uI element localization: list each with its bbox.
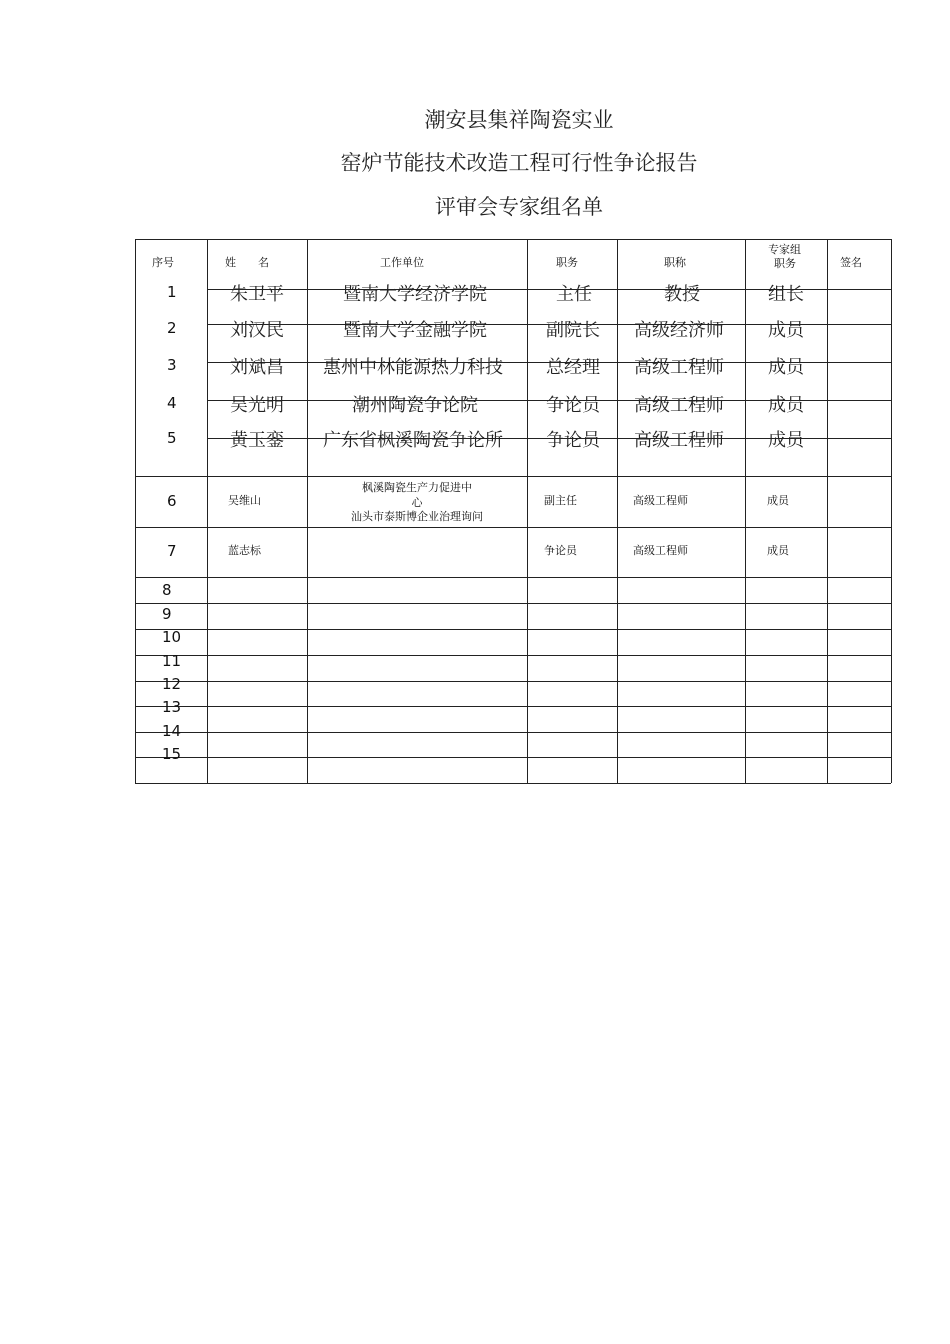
header-group-role-line1: 专家组 [768,243,801,256]
row-title: 高级工程师 [634,395,724,416]
header-unit: 工作单位 [380,256,424,269]
row-position: 副主任 [544,494,577,507]
header-group-role-line2: 职务 [774,257,796,270]
row-name: 吴光明 [230,395,284,416]
row-unit: 暨南大学金融学院 [343,320,487,341]
document-title-project: 窑炉节能技术改造工程可行性争论报告 [340,151,698,175]
row-role: 成员 [767,494,789,507]
document-title-list: 评审会专家组名单 [435,195,603,219]
row-position: 主任 [556,284,592,305]
row-title: 高级工程师 [634,357,724,378]
row-position: 争论员 [546,430,600,451]
row-title: 高级工程师 [633,494,688,507]
row-role: 组长 [768,284,804,305]
row-seq: 4 [167,394,177,412]
row-title: 教授 [664,284,700,305]
row-seq: 6 [167,492,177,510]
empty-row-number: 12 [162,675,182,693]
row-unit-line3: 汕头市泰斯博企业治理询问 [351,510,483,523]
row-name: 黄玉銮 [230,430,284,451]
header-name: 姓 名 [225,256,269,269]
row-role: 成员 [767,544,789,557]
row-role: 成员 [768,357,804,378]
header-seq: 序号 [152,256,174,269]
row-name: 刘汉民 [230,320,284,341]
header-position: 职务 [556,256,578,269]
row-title: 高级工程师 [633,544,688,557]
row-unit-line1: 枫溪陶瓷生产力促进中 [362,481,472,494]
row-seq: 3 [167,356,177,374]
row-role: 成员 [768,320,804,341]
row-role: 成员 [768,395,804,416]
row-unit: 惠州中林能源热力科技 [323,357,503,378]
row-role: 成员 [768,430,804,451]
row-unit: 广东省枫溪陶瓷争论所 [323,430,503,451]
empty-row-number: 8 [162,581,172,599]
row-title: 高级工程师 [634,430,724,451]
row-seq: 5 [167,429,177,447]
empty-row-number: 11 [162,652,182,670]
header-sign: 签名 [840,256,862,269]
document-title-company: 潮安县集祥陶瓷实业 [424,108,614,132]
row-unit: 潮州陶瓷争论院 [352,395,478,416]
row-seq: 1 [167,283,177,301]
empty-row-number: 15 [162,745,182,763]
row-position: 争论员 [546,395,600,416]
row-unit: 暨南大学经济学院 [343,284,487,305]
row-name: 吴维山 [228,494,261,507]
row-name: 蓝志标 [228,544,261,557]
row-name: 朱卫平 [230,284,284,305]
row-unit-line2: 心 [411,496,423,509]
empty-row-number: 13 [162,698,182,716]
row-seq: 2 [167,319,177,337]
row-name: 刘斌昌 [230,357,284,378]
row-position: 副院长 [546,320,600,341]
row-position: 总经理 [546,357,600,378]
empty-row-number: 14 [162,722,182,740]
empty-row-number: 10 [162,628,182,646]
empty-row-number: 9 [162,605,172,623]
row-title: 高级经济师 [634,320,724,341]
row-seq: 7 [167,542,177,560]
header-title: 职称 [664,256,686,269]
row-position: 争论员 [544,544,577,557]
